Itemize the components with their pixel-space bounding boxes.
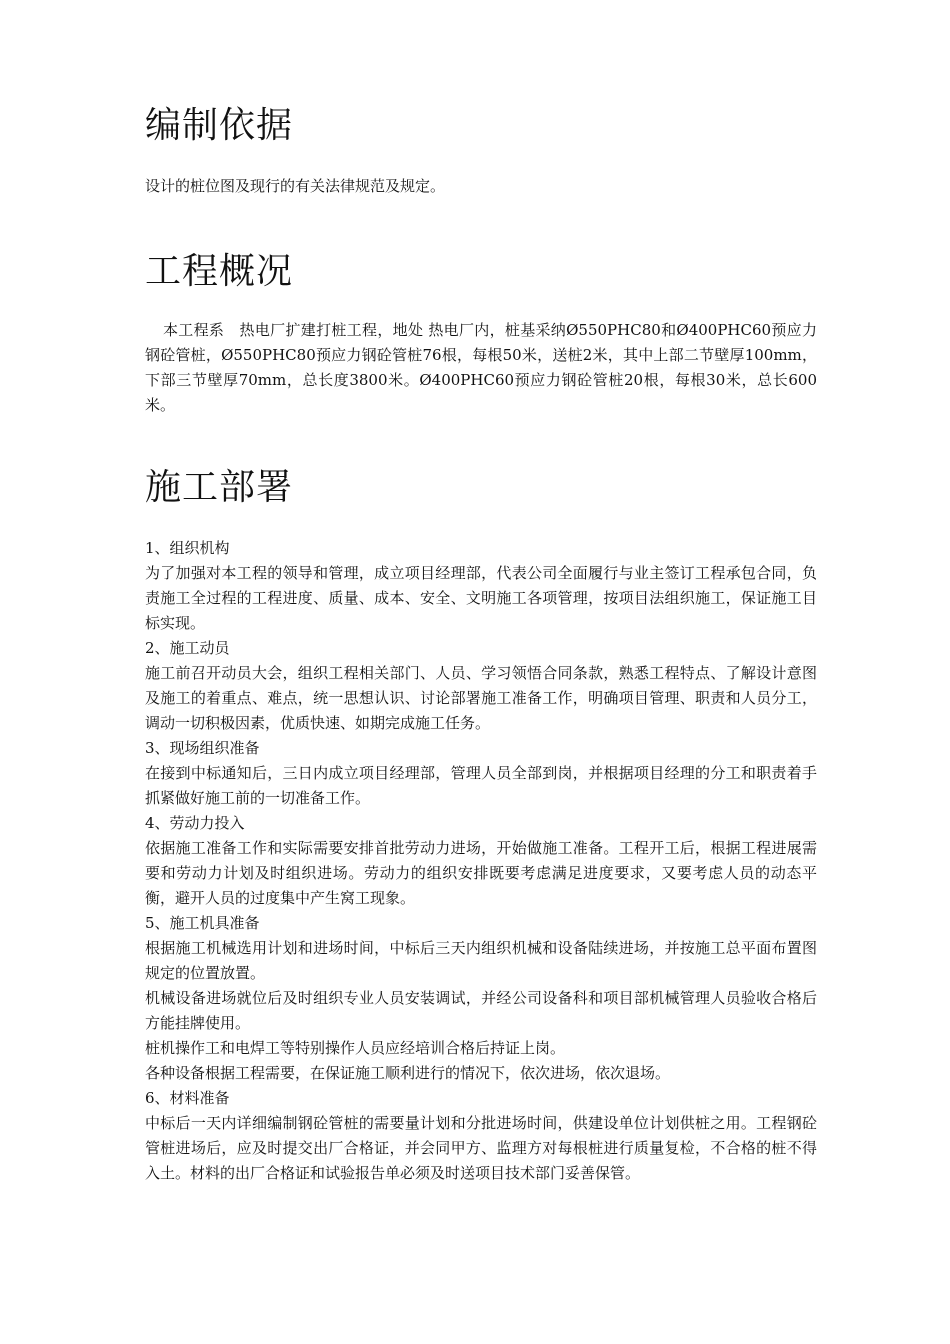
- item-paragraph: 施工前召开动员大会，组织工程相关部门、人员、学习领悟合同条款，熟悉工程特点、了解设计意图及施工的着重点、难点，统一思想认识、讨论部署施工准备工作，明确项目管理、职责和人员分工，调动一切积极因素，优质快速、如期完成施工任务。: [145, 664, 817, 732]
- deploy-section-body: [145, 536, 817, 1186]
- item-heading-mobilization: 2、施工动员: [145, 639, 230, 657]
- item-paragraph: 各种设备根据工程需要，在保证施工顺利进行的情况下，依次进场，依次退场。: [145, 1064, 671, 1082]
- item-paragraph: 中标后一天内详细编制钢砼管桩的需要量计划和分批进场时间，供建设单位计划供桩之用。工程钢砼管桩进场后，应及时提交出厂合格证，并会同甲方、监理方对每根桩进行质量复检，不合格的桩不得入土。材料的出厂合格证和试验报告单必须及时送项目技术部门妥善保管。: [145, 1114, 817, 1182]
- item-paragraph: 为了加强对本工程的领导和管理，成立项目经理部，代表公司全面履行与业主签订工程承包合同，负责施工全过程的工程进度、质量、成本、安全、文明施工各项管理，按项目法组织施工，保证施工目标实现。: [145, 564, 817, 632]
- item-paragraph: 机械设备进场就位后及时组织专业人员安装调试，并经公司设备科和项目部机械管理人员验收合格后方能挂牌使用。: [145, 989, 817, 1032]
- item-heading-organization: 1、组织机构: [145, 539, 230, 557]
- section-title-overview: 工程概况: [145, 251, 294, 292]
- section-title-basis: 编制依据: [145, 105, 294, 146]
- item-heading-materials: 6、材料准备: [145, 1089, 230, 1107]
- item-paragraph: 根据施工机械选用计划和进场时间，中标后三天内组织机械和设备陆续进场，并按施工总平面布置图规定的位置放置。: [145, 939, 817, 982]
- item-heading-machinery: 5、施工机具准备: [145, 914, 260, 932]
- item-heading-site-preparation: 3、现场组织准备: [145, 739, 260, 757]
- item-heading-labor: 4、劳动力投入: [145, 814, 245, 832]
- item-paragraph: 在接到中标通知后，三日内成立项目经理部，管理人员全部到岗，并根据项目经理的分工和职责着手抓紧做好施工前的一切准备工作。: [145, 764, 817, 807]
- section-text-basis: 设计的桩位图及现行的有关法律规范及规定。: [145, 177, 446, 195]
- item-paragraph: 依据施工准备工作和实际需要安排首批劳动力进场，开始做施工准备。工程开工后，根据工程进展需要和劳动力计划及时组织进场。劳动力的组织安排既要考虑满足进度要求，又要考虑人员的动态平衡，避开人员的过度集中产生窝工现象。: [145, 839, 817, 907]
- section-title-deploy: 施工部署: [145, 467, 294, 508]
- section-text-overview: 本工程系 热电厂扩建打桩工程，地处 热电厂内，桩基采纳Ø550PHC80和Ø400PHC60预应力钢砼管桩，Ø550PHC80预应力钢砼管桩76根，每根50米，送桩2米，其中上部二节壁厚100mm，下部三节壁厚70mm，总长度3800米。Ø400PHC60预应力钢砼管桩20根，每根30米，总长600米。: [145, 321, 817, 414]
- item-paragraph: 桩机操作工和电焊工等特别操作人员应经培训合格后持证上岗。: [145, 1039, 566, 1057]
